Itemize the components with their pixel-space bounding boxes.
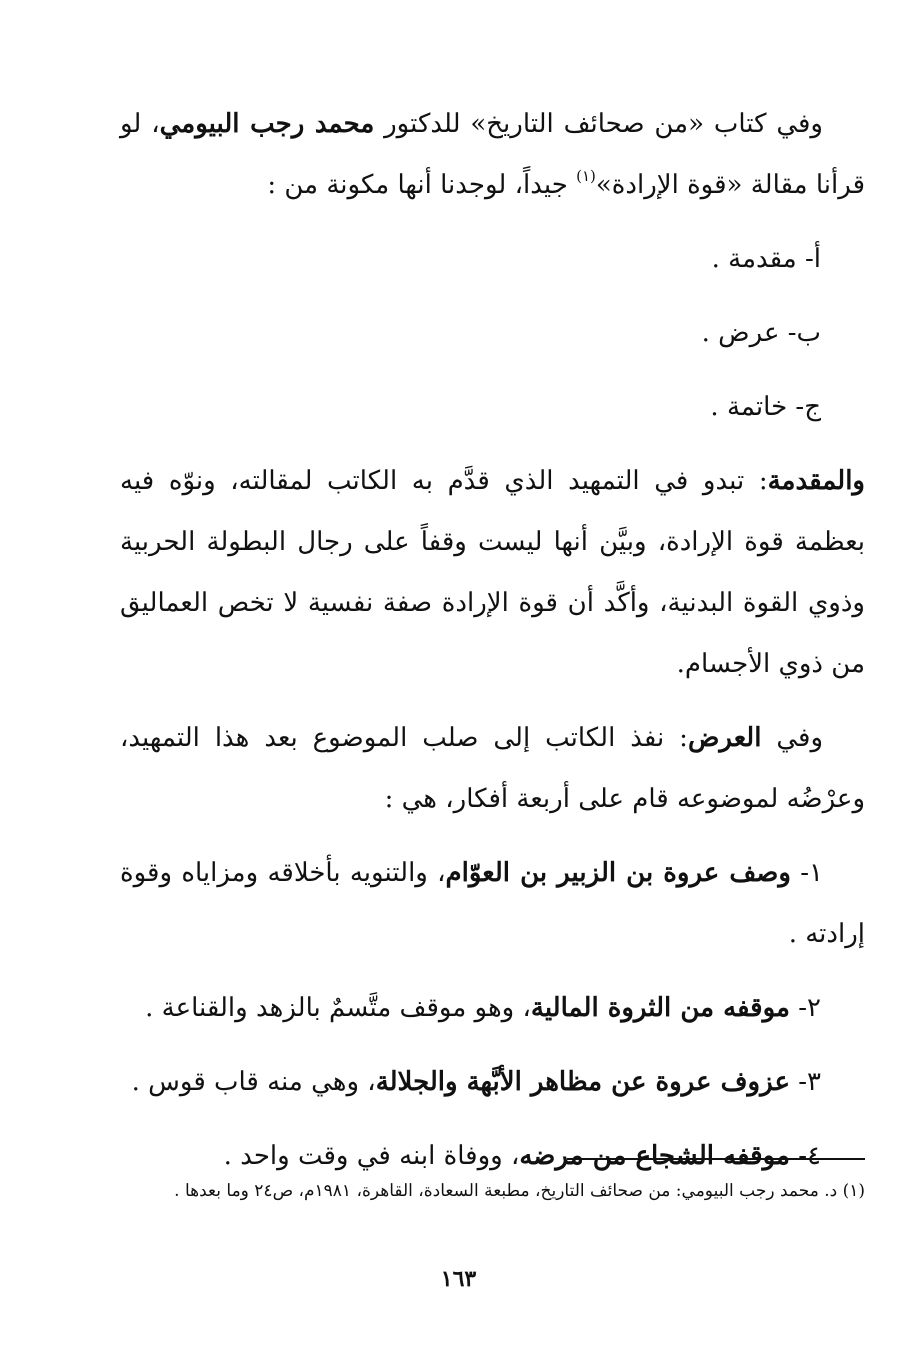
author-name: محمد رجب البيومي: [159, 109, 375, 139]
introduction-label: والمقدمة: [767, 466, 865, 496]
idea-item: [120, 978, 865, 1039]
idea-title: موقفه من الثروة المالية: [530, 993, 790, 1023]
body-label: العرض: [687, 723, 762, 753]
structure-item-intro: أ- مقدمة .: [711, 244, 821, 274]
idea-item: [120, 843, 865, 965]
idea-number: ٣-: [789, 1067, 821, 1097]
body-lead: وفي: [761, 723, 824, 753]
introduction-text: : تبدو في التمهيد الذي قدَّم به الكاتب لمقالته، ونوّه فيه بعظمة قوة الإرادة، وبيَّن أنها ليست وقفاً على رجال البطولة الحربية وذوي القوة البدنية، وأكَّد أن قوة الإرادة صفة نفسية لا تخص العماليق من ذوي الأجسام.: [120, 466, 865, 679]
page-body: [120, 94, 865, 1200]
intro-text-part2: ، لو قرأنا مقالة «قوة الإرادة»: [120, 109, 865, 200]
introduction-paragraph: [120, 451, 865, 695]
idea-text: ، وهو موقف متَّسمٌ بالزهد والقناعة .: [145, 993, 531, 1023]
idea-text: ، والتنويه بأخلاقه ومزاياه وقوة إرادته .: [120, 858, 865, 949]
idea-text: ، ووفاة ابنه في وقت واحد .: [223, 1141, 520, 1171]
idea-number: ٢-: [789, 993, 821, 1023]
structure-item-conclusion: ج- خاتمة .: [710, 392, 821, 422]
footnote-reference[interactable]: (١): [576, 167, 596, 185]
structure-item-body: ب- عرض .: [701, 318, 821, 348]
intro-text-part3: جيداً، لوجدنا أنها مكونة من :: [267, 170, 577, 200]
idea-text: ، وهي منه قاب قوس .: [131, 1067, 376, 1097]
intro-text-part1: وفي كتاب «من صحائف التاريخ» للدكتور: [374, 109, 823, 139]
body-text: : نفذ الكاتب إلى صلب الموضوع بعد هذا التمهيد، وعرْضُه لموضوعه قام على أربعة أفكار، هي :: [120, 723, 865, 814]
idea-item: [120, 1052, 865, 1113]
idea-title: موقفه الشجاع من مرضه: [519, 1141, 790, 1171]
footnote-separator: [567, 1158, 865, 1160]
idea-number: ٤-: [789, 1141, 821, 1171]
idea-number: ١-: [790, 858, 823, 888]
footnote: (١) د. محمد رجب البيومي: من صحائف التاريخ، مطبعة السعادة، القاهرة، ١٩٨١م، ص٢٤ وما بعدها .: [174, 1181, 865, 1201]
page-number: ١٦٣: [440, 1266, 477, 1292]
idea-title: عزوف عروة عن مظاهر الأبَّهة والجلالة: [375, 1067, 790, 1097]
idea-title: وصف عروة بن الزبير بن العوّام: [445, 858, 791, 888]
body-paragraph: [120, 708, 865, 830]
intro-paragraph: [120, 94, 865, 216]
